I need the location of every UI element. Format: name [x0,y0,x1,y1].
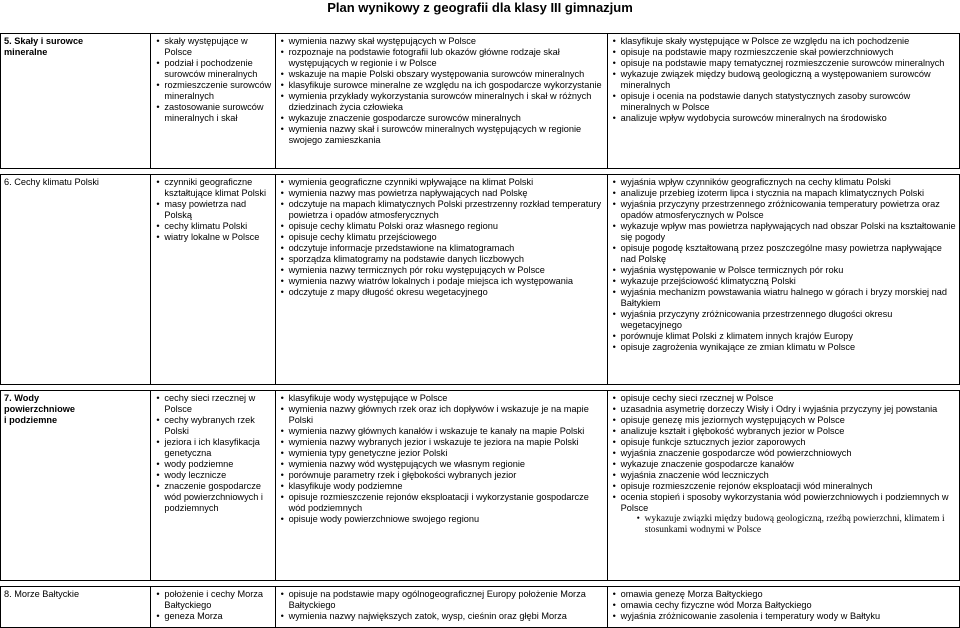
plan-table [0,33,960,628]
list-item: • znaczenie gospodarcze wód powierzchniowych i podziemnych [164,481,271,514]
list-item: • opisuje na podstawie mapy ogólnogeograficznej Europy położenie Morza Bałtyckiego [289,589,604,611]
list-item: • czynniki geograficzne kształtujące klimat Polski [164,177,271,199]
section-basic-requirements [275,34,607,169]
basic-list [279,177,604,298]
list-item: • odczytuje z mapy długość okresu wegetacyjnego [289,287,604,298]
list-item: • wymienia typy genetyczne jezior Polski [289,448,604,459]
list-item: • wymienia nazwy wiatrów lokalnych i podaje miejsca ich występowania [289,276,604,287]
topic-line: mineralne [4,47,48,57]
section-extended-requirements [607,391,959,581]
list-item: • wyjaśnia znaczenie gospodarcze wód powierzchniowych [621,448,956,459]
section-topic [1,391,151,581]
list-item: • opisuje na podstawie mapy rozmieszczenie skał powierzchniowych [621,47,956,58]
list-item: • wyjaśnia występowanie w Polsce termicznych pór roku [621,265,956,276]
section-topic [1,34,151,169]
list-item: • analizuje kształt i głębokość wybranych jezior w Polsce [621,426,956,437]
list-item: • rozpoznaje na podstawie fotografii lub okazów główne rodzaje skał występujących w regionie i w Polsce [289,47,604,69]
list-item: • wyjaśnia zróżnicowanie zasolenia i temperatury wody w Bałtyku [621,611,956,622]
list-item: • podział i pochodzenie surowców mineralnych [164,58,271,80]
list-item: • rozmieszczenie surowców mineralnych [164,80,271,102]
list-item: • cechy wybranych rzek Polski [164,415,271,437]
topic-line: 6. Cechy klimatu Polski [4,177,99,187]
list-item: • klasyfikuje surowce mineralne ze względu na ich gospodarcze wykorzystanie [289,80,604,91]
content-list [154,177,271,243]
extended-list [611,589,956,622]
list-item: • położenie i cechy Morza Bałtyckiego [164,589,271,611]
list-item: • omawia cechy fizyczne wód Morza Bałtyckiego [621,600,956,611]
list-item: • klasyfikuje skały występujące w Polsce ze względu na ich pochodzenie [621,36,956,47]
section-content [151,34,275,169]
section-content [151,587,275,628]
extended-list [611,36,956,124]
section-basic-requirements [275,391,607,581]
list-item: • wykazuje wpływ mas powietrza napływających nad obszar Polski na kształtowanie się pogody [621,221,956,243]
list-item: • sporządza klimatogramy na podstawie danych liczbowych [289,254,604,265]
list-item: • porównuje klimat Polski z klimatem innych krajów Europy [621,331,956,342]
section-content [151,391,275,581]
list-item: • wymienia nazwy wybranych jezior i wskazuje te jeziora na mapie Polski [289,437,604,448]
list-item: • wykazuje znaczenie gospodarcze kanałów [621,459,956,470]
content-list [154,36,271,124]
list-item: • opisuje rozmieszczenie rejonów eksploatacji i wykorzystanie gospodarcze wód podziemnych [289,492,604,514]
topic-line: 7. Wody [4,393,40,403]
list-item: • uzasadnia asymetrię dorzeczy Wisły i Odry i wyjaśnia przyczyny jej powstania [621,404,956,415]
list-item: • wyjaśnia mechanizm powstawania wiatru halnego w górach i bryzy morskiej nad Bałtykiem [621,287,956,309]
list-item: • wody podziemne [164,459,271,470]
list-item: • omawia genezę Morza Bałtyckiego [621,589,956,600]
list-item: • cechy sieci rzecznej w Polsce [164,393,271,415]
section-row [1,391,960,581]
list-item: • jeziora i ich klasyfikacja genetyczna [164,437,271,459]
section-row [1,175,960,385]
extended-list [611,393,956,514]
list-item: • wykazuje przejściowość klimatyczną Polski [621,276,956,287]
list-item: • opisuje genezę mis jeziornych występujących w Polsce [621,415,956,426]
section-content [151,175,275,385]
list-item: • opisuje zagrożenia wynikające ze zmian klimatu w Polsce [621,342,956,353]
list-item: • wykazuje związek między budową geologiczną a występowaniem surowców mineralnych [621,69,956,91]
list-item: • opisuje cechy klimatu przejściowego [289,232,604,243]
list-item: • ocenia stopień i sposoby wykorzystania wód powierzchniowych i podziemnych w Polsce [621,492,956,514]
list-item: • wyjaśnia wpływ czynników geograficznych na cechy klimatu Polski [621,177,956,188]
section-row [1,34,960,169]
topic-line: i podziemne [4,415,58,425]
list-item: • wyjaśnia przyczyny przestrzennego zróżnicowania temperatury powietrza oraz opadów atmosferycznych w Polsce [621,199,956,221]
list-item: • wymienia nazwy głównych kanałów i wskazuje te kanały na mapie Polski [289,426,604,437]
list-item: • porównuje parametry rzek i głębokości wybranych jezior [289,470,604,481]
list-item: • wykazuje związki między budową geologiczną, rzeźbą powierzchni, klimatem i stosunkami wodnymi w Polsce [621,514,956,536]
list-item: • odczytuje informacje przedstawione na klimatogramach [289,243,604,254]
section-basic-requirements [275,175,607,385]
content-list [154,393,271,514]
list-item: • wymienia nazwy mas powietrza napływających nad Polskę [289,188,604,199]
topic-line: powierzchniowe [4,404,75,414]
list-item: • skały występujące w Polsce [164,36,271,58]
list-item: • opisuje pogodę kształtowaną przez poszczególne masy powietrza napływające nad Polskę [621,243,956,265]
list-item: • wymienia nazwy skał i surowców mineralnych występujących w regionie swojego zamieszkania [289,124,604,146]
plan-table-body [1,34,960,628]
list-item: • wyjaśnia znaczenie wód leczniczych [621,470,956,481]
list-item: • wymienia przykłady wykorzystania surowców mineralnych i skał w różnych dziedzinach życia człowieka [289,91,604,113]
section-extended-requirements [607,587,959,628]
list-item: • wymienia nazwy termicznych pór roku występujących w Polsce [289,265,604,276]
section-row [1,587,960,628]
list-item: • analizuje wpływ wydobycia surowców mineralnych na środowisko [621,113,956,124]
list-item: • analizuje przebieg izoterm lipca i stycznia na mapach klimatycznych Polski [621,188,956,199]
topic-line: 5. Skały i surowce [4,36,84,46]
topic-line: 8. Morze Bałtyckie [4,589,80,599]
content-list [154,589,271,622]
section-extended-requirements [607,34,959,169]
list-item: • opisuje cechy klimatu Polski oraz własnego regionu [289,221,604,232]
list-item: • cechy klimatu Polski [164,221,271,232]
basic-list [279,393,604,525]
list-item: • zastosowanie surowców mineralnych i skał [164,102,271,124]
list-item: • odczytuje na mapach klimatycznych Polski przestrzenny rozkład temperatury powietrza i opadów atmosferycznych [289,199,604,221]
list-item: • wiatry lokalne w Polsce [164,232,271,243]
list-item: • wymienia nazwy skał występujących w Polsce [289,36,604,47]
list-item: • klasyfikuje wody występujące w Polsce [289,393,604,404]
list-item: • wody lecznicze [164,470,271,481]
list-item: • opisuje rozmieszczenie rejonów eksploatacji wód mineralnych [621,481,956,492]
basic-list [279,589,604,622]
section-basic-requirements [275,587,607,628]
list-item: • wymienia nazwy głównych rzek oraz ich dopływów i wskazuje je na mapie Polski [289,404,604,426]
list-item: • masy powietrza nad Polską [164,199,271,221]
list-item: • klasyfikuje wody podziemne [289,481,604,492]
list-item: • opisuje wody powierzchniowe swojego regionu [289,514,604,525]
list-item: • wymienia nazwy największych zatok, wysp, cieśnin oraz głębi Morza [289,611,604,622]
section-extended-requirements [607,175,959,385]
extended-list [611,177,956,353]
extended-note [611,514,956,536]
list-item: • wskazuje na mapie Polski obszary występowania surowców mineralnych [289,69,604,80]
list-item: • wyjaśnia przyczyny zróżnicowania przestrzennego długości okresu wegetacyjnego [621,309,956,331]
list-item: • opisuje na podstawie mapy tematycznej rozmieszczenie surowców mineralnych [621,58,956,69]
list-item: • geneza Morza [164,611,271,622]
list-item: • opisuje cechy sieci rzecznej w Polsce [621,393,956,404]
list-item: • wykazuje znaczenie gospodarcze surowców mineralnych [289,113,604,124]
list-item: • opisuje funkcje sztucznych jezior zaporowych [621,437,956,448]
page-title: Plan wynikowy z geografii dla klasy III gimnazjum [327,0,633,15]
list-item: • wymienia geograficzne czynniki wpływające na klimat Polski [289,177,604,188]
basic-list [279,36,604,146]
section-topic [1,175,151,385]
list-item: • wymienia nazwy wód występujących we własnym regionie [289,459,604,470]
list-item: • opisuje i ocenia na podstawie danych statystycznych zasoby surowców mineralnych w Polsce [621,91,956,113]
section-topic [1,587,151,628]
